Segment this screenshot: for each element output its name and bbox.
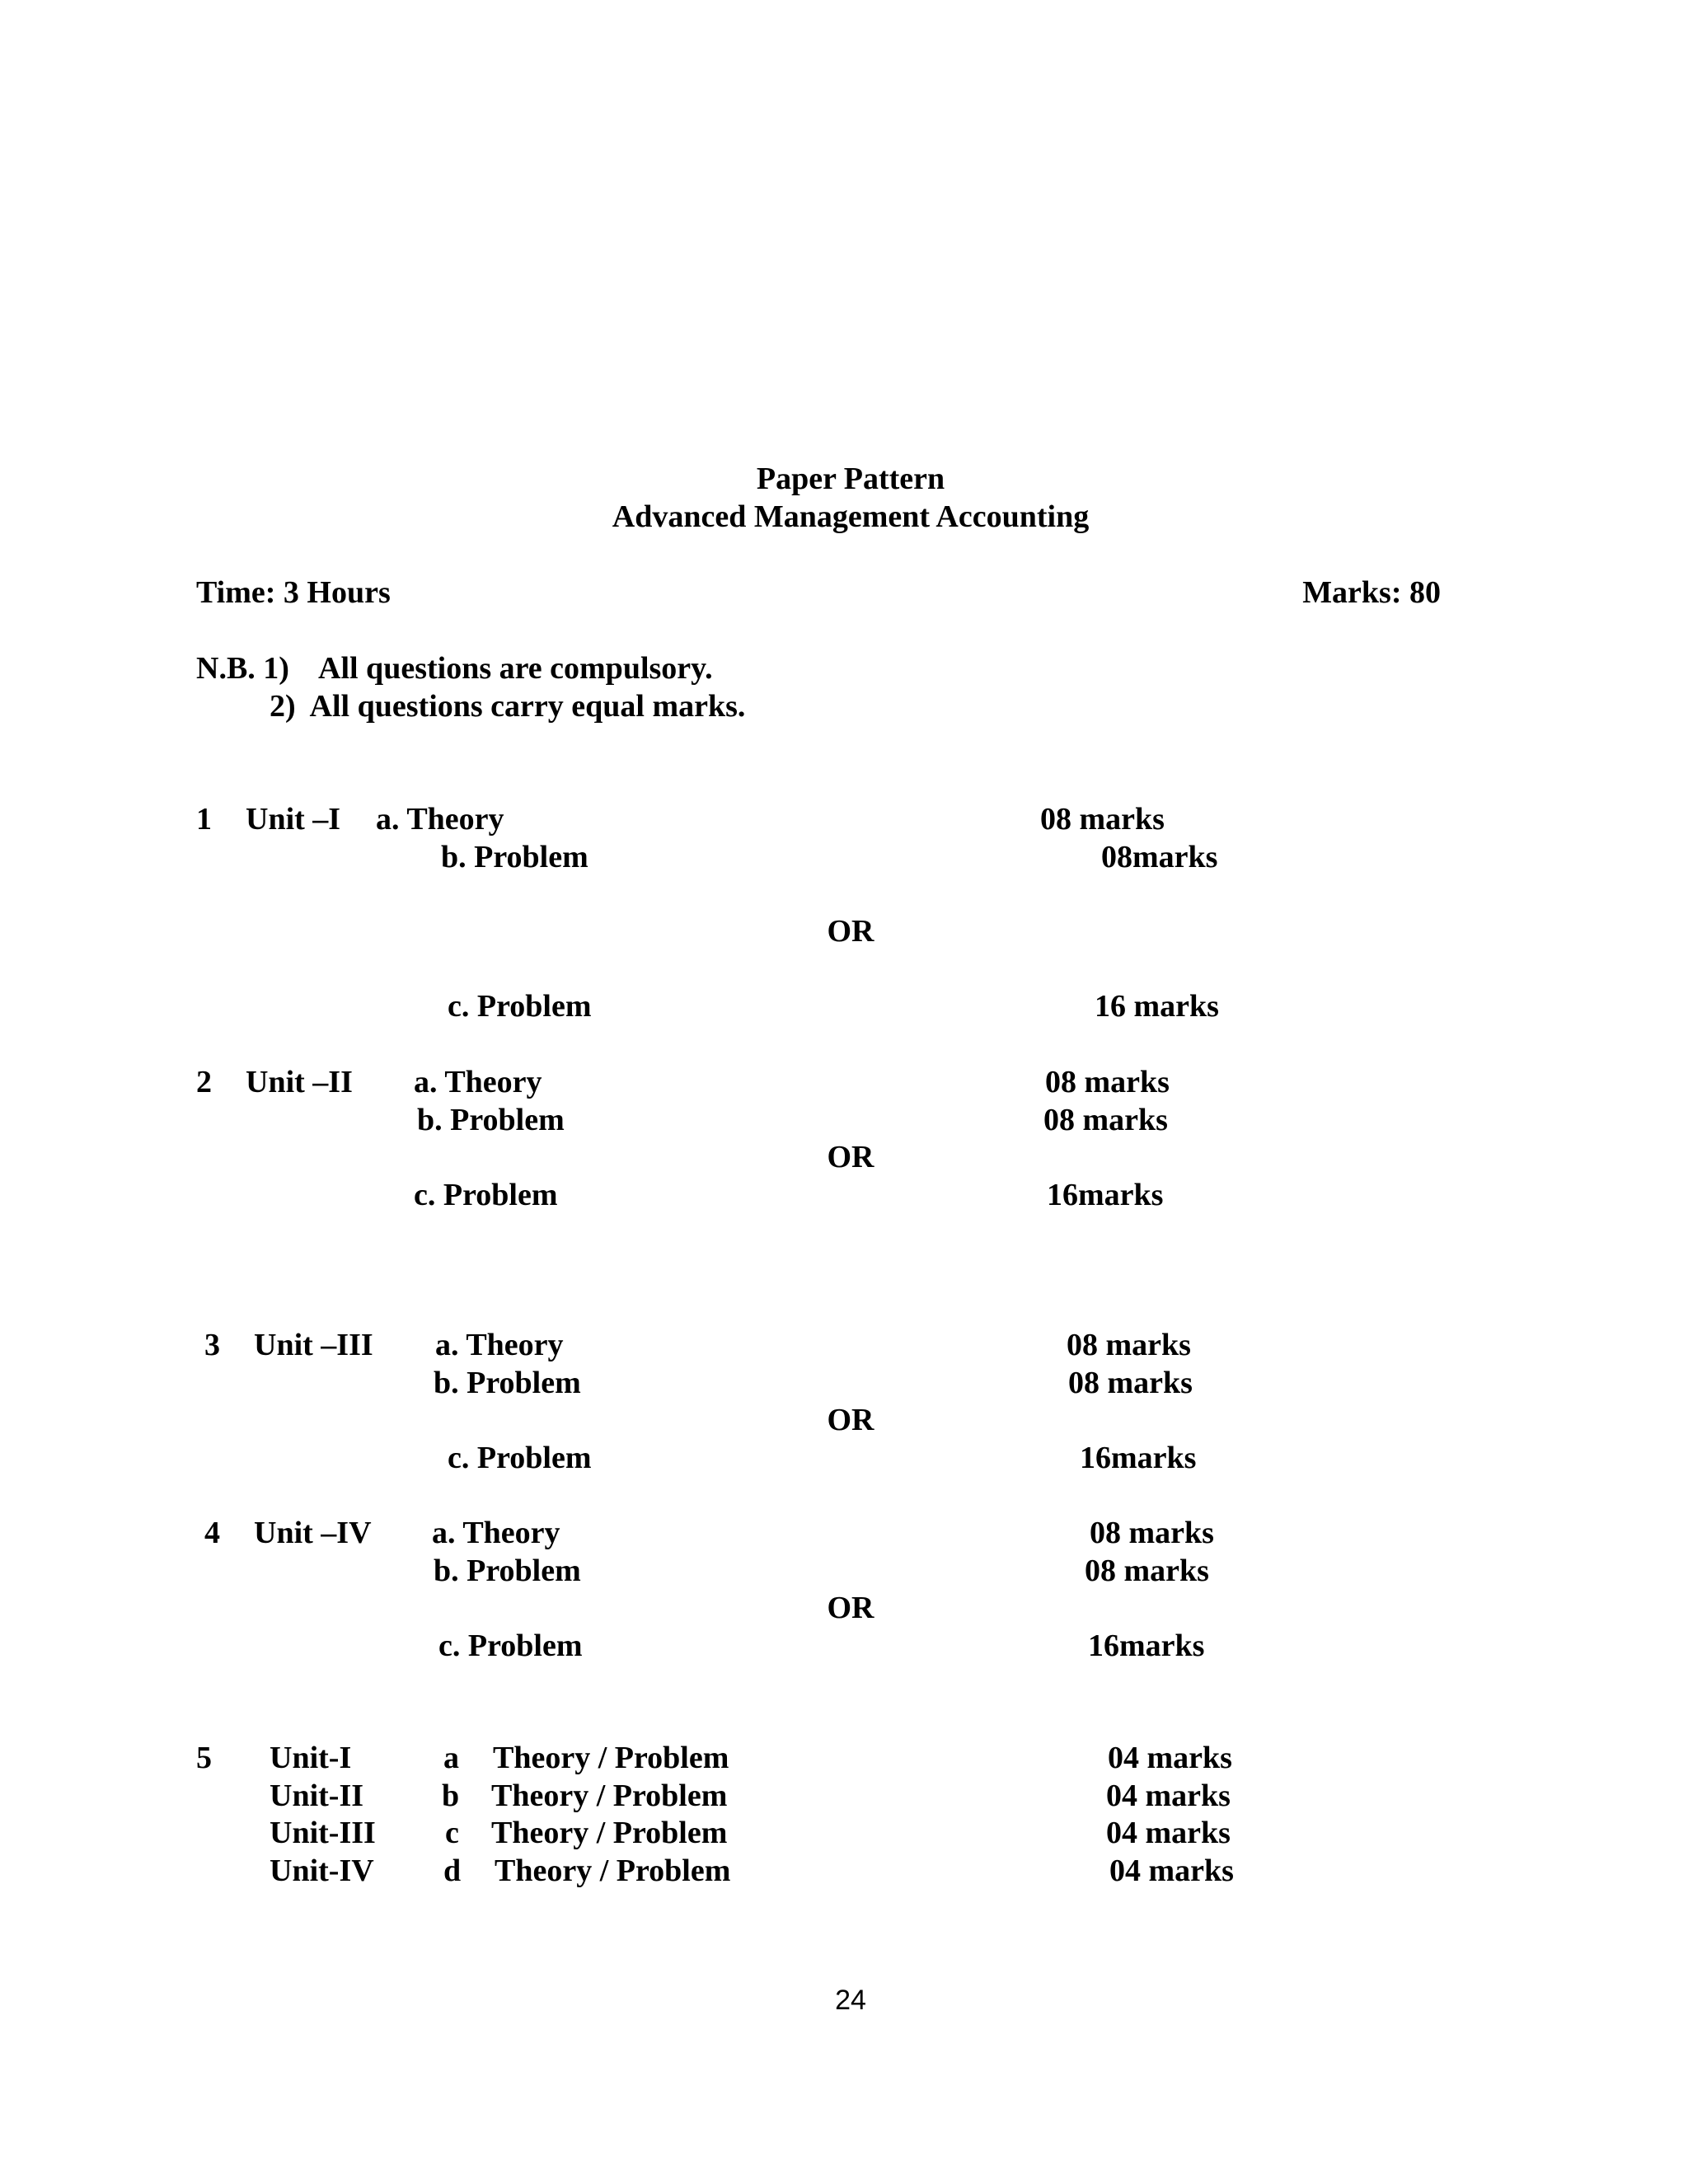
q1-b-label: b. Problem <box>441 840 588 874</box>
q5-row-marks: 04 marks <box>1108 1741 1232 1775</box>
q5-row-letter: c <box>445 1816 459 1850</box>
q2-a-marks: 08 marks <box>1045 1065 1170 1099</box>
page-number: 24 <box>835 1985 866 2016</box>
q5-row-unit: Unit-I <box>270 1741 352 1775</box>
note-1: All questions are compulsory. <box>318 651 713 686</box>
q5-row-letter: a <box>443 1741 459 1775</box>
time-label: Time: 3 Hours <box>196 575 391 610</box>
q5-row-unit: Unit-II <box>270 1779 364 1813</box>
q5-row-unit: Unit-IV <box>270 1854 374 1888</box>
q1-a-marks: 08 marks <box>1040 802 1165 837</box>
q2-a-label: a. Theory <box>414 1065 542 1099</box>
q1-a-label: a. Theory <box>376 802 504 837</box>
q2-number: 2 <box>196 1065 212 1099</box>
q2-unit: Unit –II <box>246 1065 353 1099</box>
q2-c-label: c. Problem <box>414 1178 558 1212</box>
q3-or: OR <box>827 1403 874 1437</box>
note-2: 2) All questions carry equal marks. <box>270 689 746 724</box>
q4-a-label: a. Theory <box>432 1516 560 1550</box>
q3-b-label: b. Problem <box>434 1366 581 1400</box>
q2-or: OR <box>827 1140 874 1174</box>
q5-row-letter: b <box>442 1779 460 1813</box>
q4-number: 4 <box>204 1516 220 1550</box>
q3-c-marks: 16marks <box>1080 1441 1197 1475</box>
q5-row-type: Theory / Problem <box>491 1816 728 1850</box>
q5-row-type: Theory / Problem <box>495 1854 731 1888</box>
course-title: Advanced Management Accounting <box>612 499 1090 534</box>
q4-c-marks: 16marks <box>1088 1629 1205 1663</box>
q4-a-marks: 08 marks <box>1090 1516 1214 1550</box>
q5-number: 5 <box>196 1741 212 1775</box>
q2-b-marks: 08 marks <box>1043 1103 1168 1137</box>
q1-unit: Unit –I <box>246 802 341 837</box>
q1-number: 1 <box>196 802 212 837</box>
page-title: Paper Pattern <box>756 462 945 496</box>
q5-row-type: Theory / Problem <box>491 1779 728 1813</box>
note-prefix: N.B. 1) <box>196 651 289 686</box>
q5-row-marks: 04 marks <box>1106 1779 1231 1813</box>
q4-b-label: b. Problem <box>434 1554 581 1588</box>
q4-c-label: c. Problem <box>438 1629 583 1663</box>
q1-c-label: c. Problem <box>448 989 592 1024</box>
q5-row-type: Theory / Problem <box>493 1741 729 1775</box>
q5-row-letter: d <box>443 1854 462 1888</box>
q1-b-marks: 08marks <box>1101 840 1218 874</box>
q1-c-marks: 16 marks <box>1095 989 1219 1024</box>
q3-number: 3 <box>204 1328 220 1362</box>
q2-c-marks: 16marks <box>1047 1178 1164 1212</box>
q3-a-marks: 08 marks <box>1067 1328 1191 1362</box>
q3-a-label: a. Theory <box>435 1328 564 1362</box>
q2-b-label: b. Problem <box>417 1103 565 1137</box>
q5-row-marks: 04 marks <box>1106 1816 1231 1850</box>
q5-row-marks: 04 marks <box>1109 1854 1234 1888</box>
q1-or: OR <box>827 914 874 949</box>
q3-unit: Unit –III <box>254 1328 373 1362</box>
total-marks-label: Marks: 80 <box>1302 575 1441 610</box>
q3-c-label: c. Problem <box>448 1441 592 1475</box>
q5-row-unit: Unit-III <box>270 1816 376 1850</box>
q3-b-marks: 08 marks <box>1068 1366 1193 1400</box>
q4-unit: Unit –IV <box>254 1516 372 1550</box>
q4-or: OR <box>827 1591 874 1625</box>
q4-b-marks: 08 marks <box>1085 1554 1209 1588</box>
